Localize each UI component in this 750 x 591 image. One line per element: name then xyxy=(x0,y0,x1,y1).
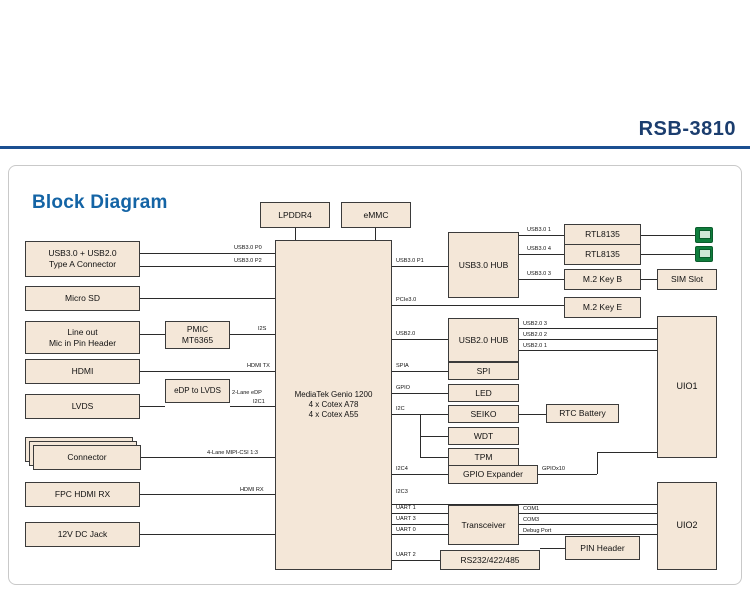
label-usb20-3: USB2.0 3 xyxy=(523,321,547,327)
line-edp-soc xyxy=(230,406,275,407)
line-soc-i2c xyxy=(392,414,420,415)
rtc-battery-label: RTC Battery xyxy=(559,408,606,419)
label-gpio: GPIO xyxy=(396,385,410,391)
block-audio-header[interactable] xyxy=(25,321,140,354)
label-debug-port: Debug Port xyxy=(523,528,552,534)
label-mipi-csi: 4-Lane MIPI-CSI 1:3 xyxy=(207,450,258,456)
line-trans-com1 xyxy=(519,513,657,514)
line-hub-rtl-b xyxy=(519,254,564,255)
label-usb20-1: USB2.0 1 xyxy=(523,343,547,349)
block-sim-slot[interactable] xyxy=(657,269,717,290)
line-seiko-rtc xyxy=(519,414,546,415)
block-camera-connector[interactable] xyxy=(33,445,141,470)
block-rtc-battery[interactable] xyxy=(546,404,619,423)
line-camera xyxy=(140,457,275,458)
line-audio-pmic xyxy=(140,334,165,335)
block-gpio-expander[interactable] xyxy=(448,465,538,484)
block-uio2[interactable] xyxy=(657,482,717,570)
line-soc-uart1 xyxy=(392,513,448,514)
label-com1: COM1 xyxy=(523,506,540,512)
line-usb30-p0 xyxy=(140,253,275,254)
m2-key-e-label: M.2 Key E xyxy=(582,302,623,313)
line-soc-spi xyxy=(392,371,448,372)
block-pmic[interactable] xyxy=(165,321,230,349)
block-seiko[interactable] xyxy=(448,405,519,423)
block-pin-header[interactable] xyxy=(565,536,640,560)
label-i2c4: I2C4 xyxy=(396,466,408,472)
line-i2c-wdt xyxy=(420,436,448,437)
line-soc-uart0 xyxy=(392,534,448,535)
label-hdmi-rx: HDMI RX xyxy=(240,487,264,493)
hdmi-label: HDMI xyxy=(71,366,94,377)
line-usb2hub-1 xyxy=(519,328,657,329)
micro-sd-label: Micro SD xyxy=(65,293,100,304)
line-hdmi xyxy=(140,371,275,372)
label-pcie30: PCIe3.0 xyxy=(396,297,417,303)
line-soc-pcie xyxy=(392,305,584,306)
pmic-line1: PMIC xyxy=(186,324,209,335)
label-edp-2lane: 2-Lane eDP xyxy=(232,390,262,396)
tpm-label: TPM xyxy=(474,451,493,462)
audio-line2: Mic in Pin Header xyxy=(48,337,117,348)
audio-line1: Line out xyxy=(67,326,98,337)
line-soc-usb2hub xyxy=(392,339,448,340)
block-lvds[interactable] xyxy=(25,394,140,419)
label-usb30-p2: USB3.0 P2 xyxy=(234,258,262,264)
label-i2s: I2S xyxy=(258,326,267,332)
line-hub-rtl-a xyxy=(519,235,564,236)
connector-label: Connector xyxy=(67,452,107,463)
line-dcjack xyxy=(140,534,275,535)
block-usb-type-a-connector[interactable] xyxy=(25,241,140,277)
fpc-hdmi-rx-label: FPC HDMI RX xyxy=(54,489,111,500)
block-m2-key-e[interactable] xyxy=(564,297,641,318)
line-i2c-seiko xyxy=(420,414,448,415)
line-i2c-tpm xyxy=(420,457,448,458)
usb-type-a-line1: USB3.0 + USB2.0 xyxy=(48,248,117,259)
block-hdmi[interactable] xyxy=(25,359,140,384)
block-uio1[interactable] xyxy=(657,316,717,458)
line-usb30-p2 xyxy=(140,266,275,267)
line-soc-gpioexp xyxy=(392,474,448,475)
block-emmc[interactable] xyxy=(341,202,411,228)
edp-to-lvds-label: eDP to LVDS xyxy=(174,386,221,395)
line-gpioexp-uio1-v xyxy=(597,452,598,474)
block-tpm[interactable] xyxy=(448,448,519,466)
seiko-label: SEIKO xyxy=(470,408,497,419)
line-lvds-edp xyxy=(140,406,165,407)
block-transceiver[interactable] xyxy=(448,505,519,545)
label-gpiox10: GPIOx10 xyxy=(542,466,566,472)
rtl8135-b-label: RTL8135 xyxy=(585,249,620,260)
label-usb30-1: USB3.0 1 xyxy=(527,227,551,233)
line-soc-i2c3-uio2 xyxy=(392,504,657,505)
label-uart2: UART 2 xyxy=(396,552,416,558)
diagram-title: Block Diagram xyxy=(32,192,168,213)
line-hub-m2b xyxy=(519,279,564,280)
block-emmc-label: eMMC xyxy=(363,209,389,220)
usb-type-a-line2: Type A Connector xyxy=(48,259,117,269)
label-uart0: UART 0 xyxy=(396,527,416,533)
line-m2b-sim xyxy=(641,279,658,280)
pin-header-label: PIN Header xyxy=(580,542,625,553)
block-edp-to-lvds[interactable] xyxy=(165,379,230,403)
soc-label-line2: 4 x Cotex A78 xyxy=(308,400,359,409)
line-trans-com3 xyxy=(519,524,657,525)
block-usb30-hub[interactable] xyxy=(448,232,519,298)
block-led[interactable] xyxy=(448,384,519,402)
label-i2c1: I2C1 xyxy=(253,399,265,405)
label-usb30-p0: USB3.0 P0 xyxy=(234,245,262,251)
block-usb20-hub[interactable] xyxy=(448,318,519,362)
label-usb30-4: USB3.0 4 xyxy=(527,246,551,252)
gpio-expander-label: GPIO Expander xyxy=(462,469,523,480)
line-soc-led xyxy=(392,393,448,394)
line-emmc-soc xyxy=(375,227,376,240)
soc-label-line3: 4 x Cotex A55 xyxy=(308,410,359,419)
header-divider xyxy=(0,146,750,149)
label-usb30-p1: USB3.0 P1 xyxy=(396,258,424,264)
line-microsd xyxy=(140,298,275,299)
line-gpioexp-uio1-h2 xyxy=(597,452,657,453)
label-usb20: USB2.0 xyxy=(396,331,416,337)
label-hdmi-tx: HDMI TX xyxy=(247,363,270,369)
block-spi[interactable] xyxy=(448,362,519,380)
label-usb30-3: USB3.0 3 xyxy=(527,271,551,277)
lan-port-1-icon xyxy=(695,227,713,243)
block-rtl8135-b[interactable] xyxy=(564,244,641,265)
transceiver-label: Transceiver xyxy=(461,519,506,530)
block-soc[interactable] xyxy=(275,240,392,570)
label-spi-a: SPIA xyxy=(396,363,409,369)
line-lpddr4-soc xyxy=(295,227,296,240)
line-fpc-hdmi xyxy=(140,494,275,495)
line-rtl-a-lan xyxy=(641,235,695,236)
line-pmic-soc xyxy=(230,334,275,335)
uio2-label: UIO2 xyxy=(676,520,698,531)
line-usb2hub-2 xyxy=(519,339,657,340)
usb30-hub-label: USB3.0 HUB xyxy=(458,259,509,270)
page-title: RSB-3810 xyxy=(638,118,736,140)
block-lpddr4[interactable] xyxy=(260,202,330,228)
label-com3: COM3 xyxy=(523,517,540,523)
block-lpddr4-label: LPDDR4 xyxy=(278,209,312,220)
label-usb20-2: USB2.0 2 xyxy=(523,332,547,338)
line-soc-usb3hub xyxy=(392,266,448,267)
block-rtl8135-a[interactable] xyxy=(564,224,641,245)
m2-key-b-label: M.2 Key B xyxy=(582,274,623,285)
usb20-hub-label: USB2.0 HUB xyxy=(458,334,509,345)
line-trans-debug xyxy=(519,534,657,535)
line-soc-uart3 xyxy=(392,524,448,525)
led-label: LED xyxy=(475,387,492,398)
block-wdt[interactable] xyxy=(448,427,519,445)
label-i2c: I2C xyxy=(396,406,405,412)
rs232-label: RS232/422/485 xyxy=(460,554,520,565)
block-rs232[interactable] xyxy=(440,550,540,570)
sim-slot-label: SIM Slot xyxy=(670,274,704,285)
line-usb2hub-3 xyxy=(519,350,657,351)
line-rtl-b-lan xyxy=(641,254,695,255)
line-rs232-pinheader xyxy=(540,548,565,549)
label-uart1: UART 1 xyxy=(396,505,416,511)
block-fpc-hdmi-rx[interactable] xyxy=(25,482,140,507)
label-uart3: UART 3 xyxy=(396,516,416,522)
line-soc-uart2 xyxy=(392,560,440,561)
wdt-label: WDT xyxy=(473,430,494,441)
pmic-line2: MT6365 xyxy=(181,335,214,345)
uio1-label: UIO1 xyxy=(676,381,698,392)
block-m2-key-b[interactable] xyxy=(564,269,641,290)
block-dc-jack[interactable] xyxy=(25,522,140,547)
dc-jack-label: 12V DC Jack xyxy=(57,529,108,540)
label-i2c3: I2C3 xyxy=(396,489,408,495)
block-micro-sd[interactable] xyxy=(25,286,140,311)
soc-label-line1: MediaTek Genio 1200 xyxy=(294,390,373,399)
spi-label: SPI xyxy=(476,365,491,376)
lan-port-2-icon xyxy=(695,246,713,262)
lvds-label: LVDS xyxy=(71,401,94,412)
rtl8135-a-label: RTL8135 xyxy=(585,229,620,240)
